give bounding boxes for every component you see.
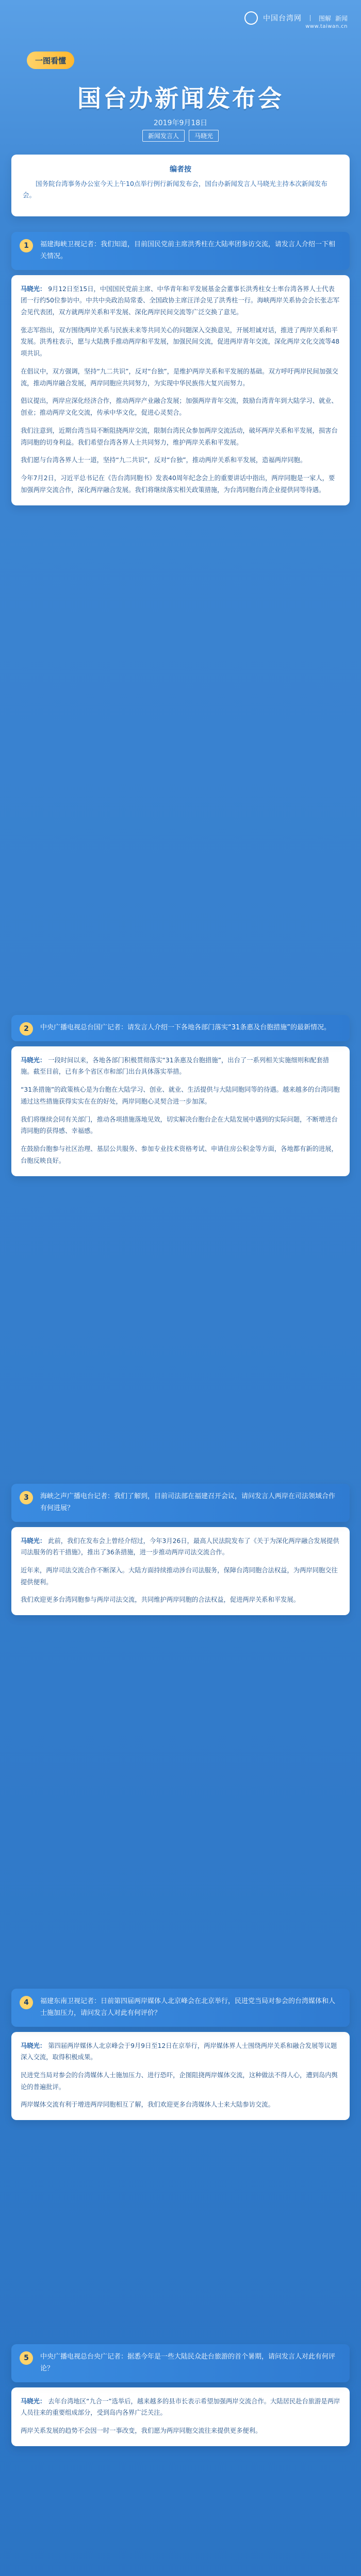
qa-section-3 (11, 1484, 350, 1615)
answer-text: 民进党当局对参会的台湾媒体人士施加压力、进行恐吓，企图阻挠两岸媒体交流，这种做法不得人心，遭到岛内舆论的普遍批评。 (21, 2071, 338, 2091)
question-text: 福建海峡卫视记者：我们知道，目前国民党前主席洪秀柱在大陆率团参访交流，请发言人介绍一下相关情况。 (40, 241, 336, 260)
answer-text: 在鼓励台胞参与社区治理、基层公共服务、参加专业技术资格考试、申请住房公积金等方面，各地都有新的进展，台胞反映良好。 (21, 1145, 338, 1164)
answer-paragraph (21, 472, 340, 496)
publish-date: 2019年9月18日 (153, 119, 208, 127)
nav-item-news[interactable]: 新闻 (335, 14, 348, 22)
question-4 (11, 1989, 350, 2027)
answer-paragraph (21, 395, 340, 418)
answer-5 (11, 2387, 350, 2446)
answer-paragraph (21, 1114, 340, 1137)
question-text: 中央广播电视总台国广记者：请发言人介绍一下各地各部门落实“31条惠及台胞措施”的最新情况。 (40, 1024, 331, 1031)
qa-section-4 (11, 1989, 350, 2120)
qa-section-1 (11, 232, 350, 505)
answer-paragraph (21, 283, 340, 318)
answer-paragraph (21, 2040, 340, 2063)
qa-section-2 (11, 1015, 350, 1176)
answer-text: “31条措施”的政策核心是为台胞在大陆学习、创业、就业、生活提供与大陆同胞同等的待遇。越来越多的台湾同胞通过这些措施获得实实在在的好处，两岸同胞心灵契合进一步加深。 (21, 1086, 340, 1105)
answer-text: 我们欢迎更多台湾同胞参与两岸司法交流，共同维护两岸同胞的合法权益，促进两岸关系和平发展。 (21, 1596, 300, 1604)
page-title: 国台办新闻发布会 (77, 84, 284, 112)
speaker-name: 马晓光： (21, 2397, 46, 2405)
answer-paragraph (21, 2099, 340, 2111)
brand-nav[interactable] (319, 14, 348, 23)
answer-paragraph (21, 1055, 340, 1078)
answer-paragraph (21, 2425, 340, 2437)
answer-text: 此前，我们在发布会上曾经介绍过，今年3月26日，最高人民法院发布了《关于为深化两岸融合发展提供司法服务的若干措施》，推出了36条措施，进一步推动两岸司法交流合作。 (21, 1537, 339, 1556)
answer-paragraph (21, 2396, 340, 2419)
answer-text: 两岸关系发展的趋势不会因一时一事改变，我们愿为两岸同胞交流往来提供更多便利。 (21, 2427, 262, 2434)
intro-heading: 编者按 (170, 165, 191, 174)
answer-text: 我们愿与台湾各界人士一道，坚持“九二共识”，反对“台独”，推动两岸关系和平发展，造福两岸同胞。 (21, 456, 307, 464)
answer-paragraph (21, 1535, 340, 1558)
answer-text: 张志军指出，双方围绕两岸关系与民族未来等共同关心的问题深入交换意见，开展坦诚对话，推进了两岸关系和平发展。洪秀柱表示，愿与大陆携手推动两岸和平发展，加强民间交流，促进两岸青年交流，深化两岸文化交流等48项共识。 (21, 326, 340, 358)
question-2 (11, 1015, 350, 1041)
hero-badges (0, 130, 361, 142)
header-brand[interactable] (244, 11, 348, 25)
answer-text: 一段时间以来，各地各部门积极贯彻落实“31条惠及台胞措施”，出台了一系列相关实施细则和配套措施。截至目前，已有多个省区市和部门出台具体落实举措。 (21, 1056, 330, 1076)
answer-1 (11, 275, 350, 505)
qa-section-5 (11, 2344, 350, 2446)
answer-text: 我们将继续会同有关部门，推动各项措施落地见效，切实解决台胞台企在大陆发展中遇到的实际问题，不断增进台湾同胞的获得感、幸福感。 (21, 1115, 338, 1135)
answer-4 (11, 2032, 350, 2121)
answer-paragraph (21, 1143, 340, 1166)
intro-card (11, 155, 350, 216)
intro-text: 国务院台湾事务办公室今天上午10点举行例行新闻发布会，国台办新闻发言人马晓光主持本次新闻发布会。 (23, 180, 327, 199)
answer-paragraph (21, 366, 340, 389)
badge-role: 新闻发言人 (142, 130, 185, 142)
brand-url: www.taiwan.cn (305, 24, 348, 29)
question-3 (11, 1484, 350, 1522)
brand-logo (244, 11, 258, 25)
answer-text: 第四届两岸媒体人北京峰会于9月9日至12日在京举行，两岸媒体界人士围绕两岸关系和融合发展等议题深入交流，取得积极成果。 (21, 2042, 337, 2061)
answer-text: 今年7月2日，习近平总书记在《告台湾同胞书》发表40周年纪念会上的重要讲话中指出，两岸同胞是一家人，要加强两岸交流合作，深化两岸融合发展。我们将继续落实相关政策措施，为台湾同胞台湾企业提供同等待遇。 (21, 474, 335, 494)
answer-paragraph (21, 325, 340, 360)
question-5 (11, 2344, 350, 2382)
question-number: 4 (20, 1996, 33, 2009)
brand-name: 中国台湾网 (262, 14, 302, 23)
hero-tag: 一图看懂 (27, 52, 74, 69)
answer-text: 在倡议中，双方强调，坚持“九二共识”，反对“台独”，是维护两岸关系和平发展的基础。双方呼吁两岸民间加强交流，推动两岸融合发展，两岸同胞应共同努力，为实现中华民族伟大复兴而努力。 (21, 367, 338, 387)
speaker-name: 马晓光： (21, 1056, 46, 1064)
question-number: 3 (20, 1491, 33, 1504)
nav-item-diagram[interactable]: 图解 (318, 14, 331, 22)
speaker-name: 马晓光： (21, 285, 46, 293)
answer-paragraph (21, 454, 340, 466)
answer-text: 近年来，两岸司法交流合作不断深入。大陆方面持续推动涉台司法服务，保障台湾同胞合法权益，为两岸同胞交往提供便利。 (21, 1566, 338, 1586)
speaker-name: 马晓光： (21, 2042, 46, 2049)
answer-3 (11, 1527, 350, 1616)
question-number: 1 (20, 239, 33, 252)
question-1 (11, 232, 350, 270)
answer-text: 倡议提出，两岸应深化经济合作，推动两岸产业融合发展；加强两岸青年交流，鼓励台湾青年到大陆学习、就业、创业；推动两岸文化交流，传承中华文化，促进心灵契合。 (21, 397, 338, 417)
answer-text: 两岸媒体交流有利于增进两岸同胞相互了解，我们欢迎更多台湾媒体人士来大陆参访交流。 (21, 2101, 274, 2109)
badge-name: 马晓光 (189, 130, 219, 142)
answer-paragraph (21, 1084, 340, 1107)
question-number: 2 (20, 1022, 33, 1036)
answer-paragraph (21, 1565, 340, 1588)
answer-paragraph (21, 425, 340, 448)
answer-text: 去年台湾地区“九合一”选举后，越来越多的县市长表示希望加强两岸交流合作。大陆居民赴台旅游是两岸人员往来的重要组成部分，受到岛内各界广泛关注。 (21, 2397, 340, 2417)
question-text: 中央广播电视总台央广记者：据悉今年是一些大陆民众赴台旅游的首个暑期，请问发言人对此有何评论？ (40, 2353, 336, 2372)
question-text: 海峡之声广播电台记者：我们了解到，目前司法部在福建召开会议，请问发言人两岸在司法领域合作有何进展？ (40, 1493, 336, 1512)
speaker-name: 马晓光： (21, 1537, 46, 1545)
question-text: 福建东南卫视记者：日前第四届两岸媒体人北京峰会在北京举行，民进党当局对参会的台湾媒体和人士施加压力，请问发言人对此有何评价？ (40, 1997, 336, 2017)
answer-text: 我们注意到，近期台湾当局不断阻挠两岸交流，限制台湾民众参加两岸交流活动，破坏两岸关系和平发展，损害台湾同胞的切身利益。我们希望台湾各界人士共同努力，维护两岸关系和平发展。 (21, 427, 338, 446)
answer-paragraph (21, 2070, 340, 2093)
answer-paragraph (21, 1594, 340, 1606)
answer-text: 9月12日至15日，中国国民党前主席、中华青年和平发展基金会董事长洪秀柱女士率台湾各界人士代表团一行约50位参访中。中共中央政治局常委、全国政协主席汪洋会见了洪秀柱一行。海峡两岸关系协会会长张志军会见代表团，双方就两岸关系和平发展、深化两岸民间交流等广泛交换了意见。 (21, 285, 340, 316)
question-number: 5 (20, 2351, 33, 2365)
answer-2 (11, 1046, 350, 1176)
